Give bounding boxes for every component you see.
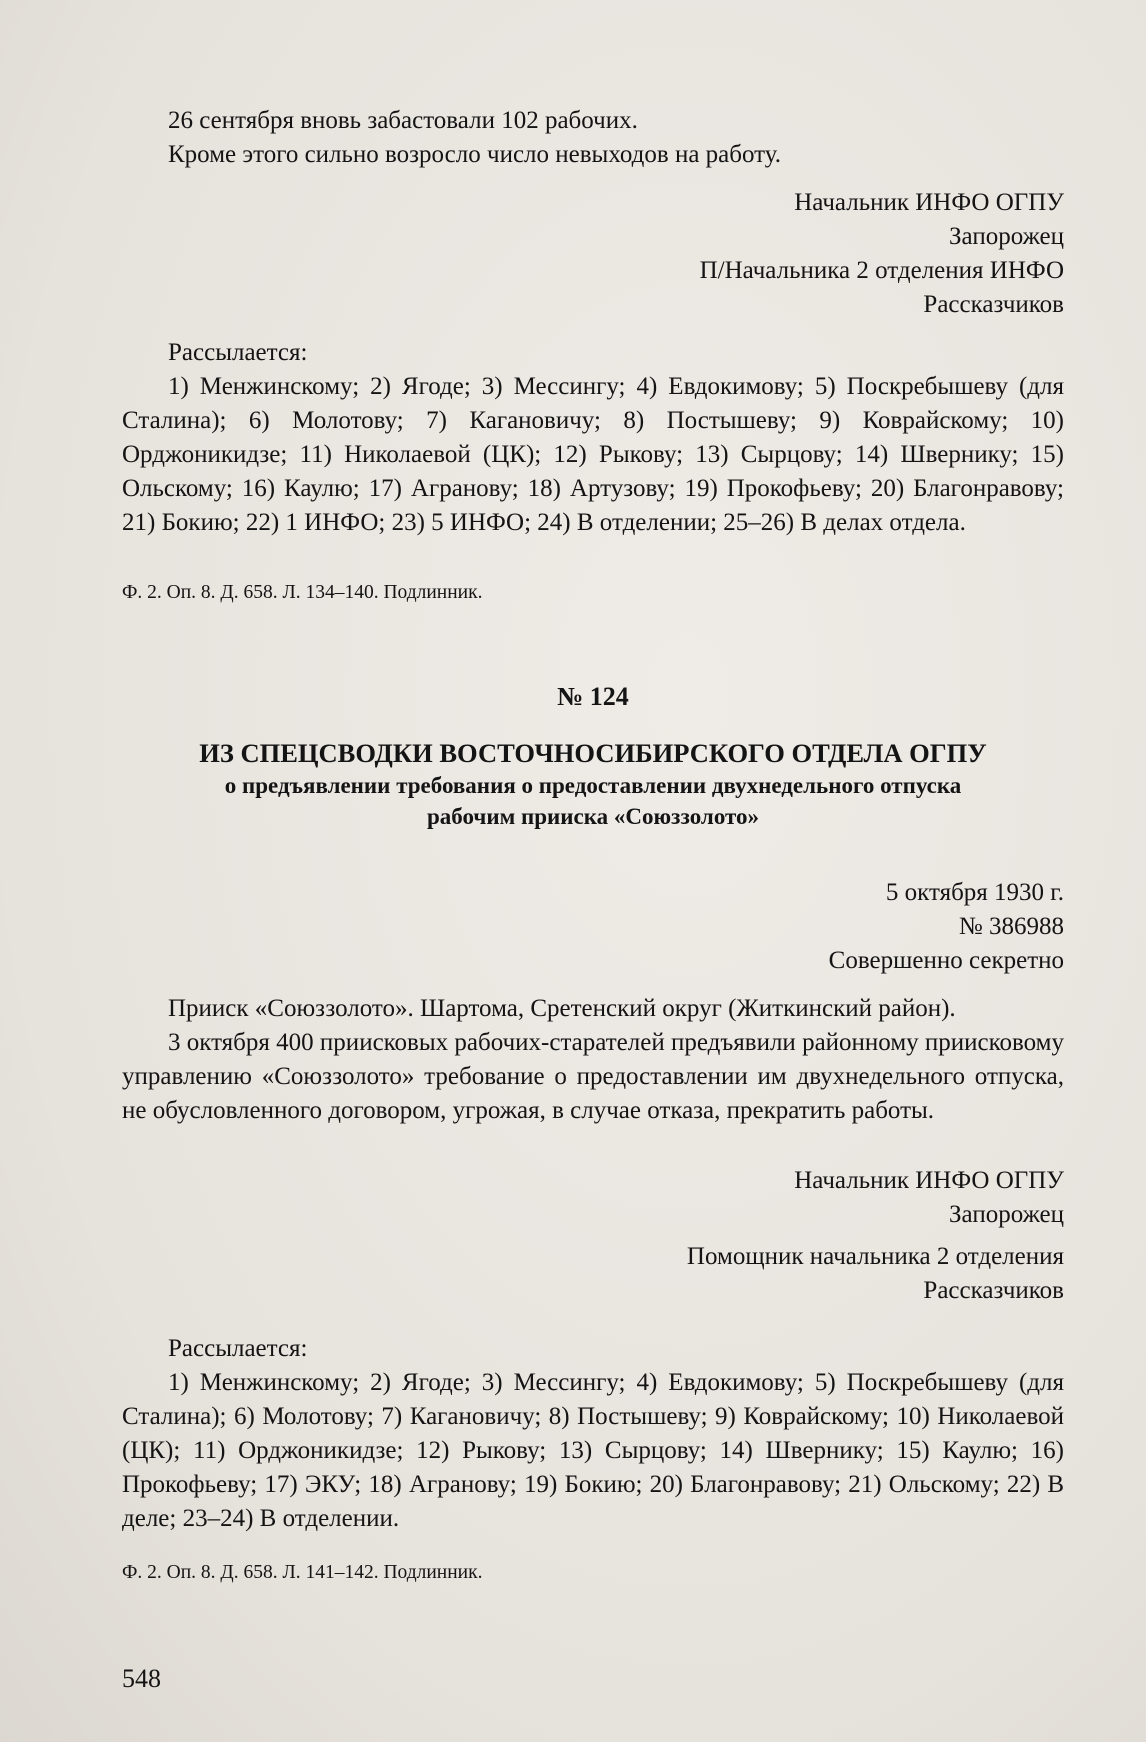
document-body [122, 992, 1064, 1128]
signer-name: Запорожец [949, 1201, 1064, 1228]
absence-line: Кроме этого сильно возросло число невыходов на работу. [168, 141, 782, 168]
document-date: 5 октября 1930 г. [885, 879, 1064, 906]
document-header [122, 680, 1064, 832]
document-title: ИЗ СПЕЦСВОДКИ ВОСТОЧНОСИБИРСКОГО ОТДЕЛА ОГПУ [199, 738, 987, 768]
archive-reference-1 [122, 580, 1064, 606]
distribution-list-2 [122, 1332, 1064, 1536]
signer-name: Запорожец [949, 223, 1064, 250]
registration-number: № 386988 [958, 913, 1064, 940]
distribution-list-1 [122, 336, 1064, 540]
location-line: Прииск «Союззолото». Шартома, Сретенский округ (Житкинский район). [168, 995, 956, 1022]
signer-name: Рассказчиков [923, 1277, 1064, 1304]
distribution-text: 1) Менжинскому; 2) Ягоде; 3) Мессингу; 4) Евдокимову; 5) Поскребышеву (для Сталина); 6) Молотову; 7) Кагановичу; 8) Постышеву; 9) Коврайскому; 10) Орджоникидзе; 11) Николаевой (ЦК); 12) Рыкову; 13) Сырцову; 14) Швернику; 15) Ольскому; 16) Каулю; 17) Агранову; 18) Артузову; 19) Прокофьеву; 20) Благонравову; 21) Бокию; 22) 1 ИНФО; 23) 5 ИНФО; 24) В отделении; 25–26) В делах отдела. [122, 373, 1064, 536]
archive-reference: Ф. 2. Оп. 8. Д. 658. Л. 141–142. Подлинник. [122, 1562, 483, 1583]
signature-block-2 [122, 1164, 1064, 1308]
archive-reference-2 [122, 1560, 1064, 1586]
distribution-heading: Рассылается: [168, 1335, 308, 1362]
distribution-text: 1) Менжинскому; 2) Ягоде; 3) Мессингу; 4) Евдокимову; 5) Поскребышеву (для Сталина); 6) Молотову; 7) Кагановичу; 8) Постышеву; 9) Коврайскому; 10) Николаевой (ЦК); 11) Орджоникидзе; 12) Рыкову; 13) Сырцову; 14) Швернику; 15) Каулю; 16) Прокофьеву; 17) ЭКУ; 18) Агранову; 19) Бокию; 20) Благонравову; 21) Ольскому; 22) В деле; 23–24) В отделении. [122, 1369, 1064, 1532]
secrecy-stamp: Совершенно секретно [828, 947, 1064, 974]
signer-title: Помощник начальника 2 отделения [686, 1243, 1064, 1270]
document-subtitle: о предъявлении требования о предоставлении двухнедельного отпуска [224, 773, 962, 798]
signer-name: Рассказчиков [923, 291, 1064, 318]
document-meta [122, 876, 1064, 978]
archive-reference: Ф. 2. Оп. 8. Д. 658. Л. 134–140. Подлинник. [122, 582, 483, 603]
distribution-heading: Рассылается: [168, 339, 308, 366]
signer-title: Начальник ИНФО ОГПУ [794, 1167, 1064, 1194]
body-paragraph: 3 октября 400 приисковых рабочих-старателей предъявили районному приисковому управлению «Союззолото» требование о предоставлении им двухнедельного отпуска, не обусловленного договором, угрожая, в случае отказа, прекратить работы. [122, 1029, 1064, 1124]
document-subtitle: рабочим прииска «Союззолото» [426, 804, 760, 829]
signature-block-1 [122, 186, 1064, 322]
page-number: 548 [122, 1664, 161, 1693]
signer-title: П/Начальника 2 отделения ИНФО [699, 257, 1064, 284]
strike-line: 26 сентября вновь забастовали 102 рабочих. [168, 107, 638, 134]
document-number: № 124 [557, 682, 629, 711]
closing-lines [122, 104, 1064, 172]
signer-title: Начальник ИНФО ОГПУ [794, 189, 1064, 216]
